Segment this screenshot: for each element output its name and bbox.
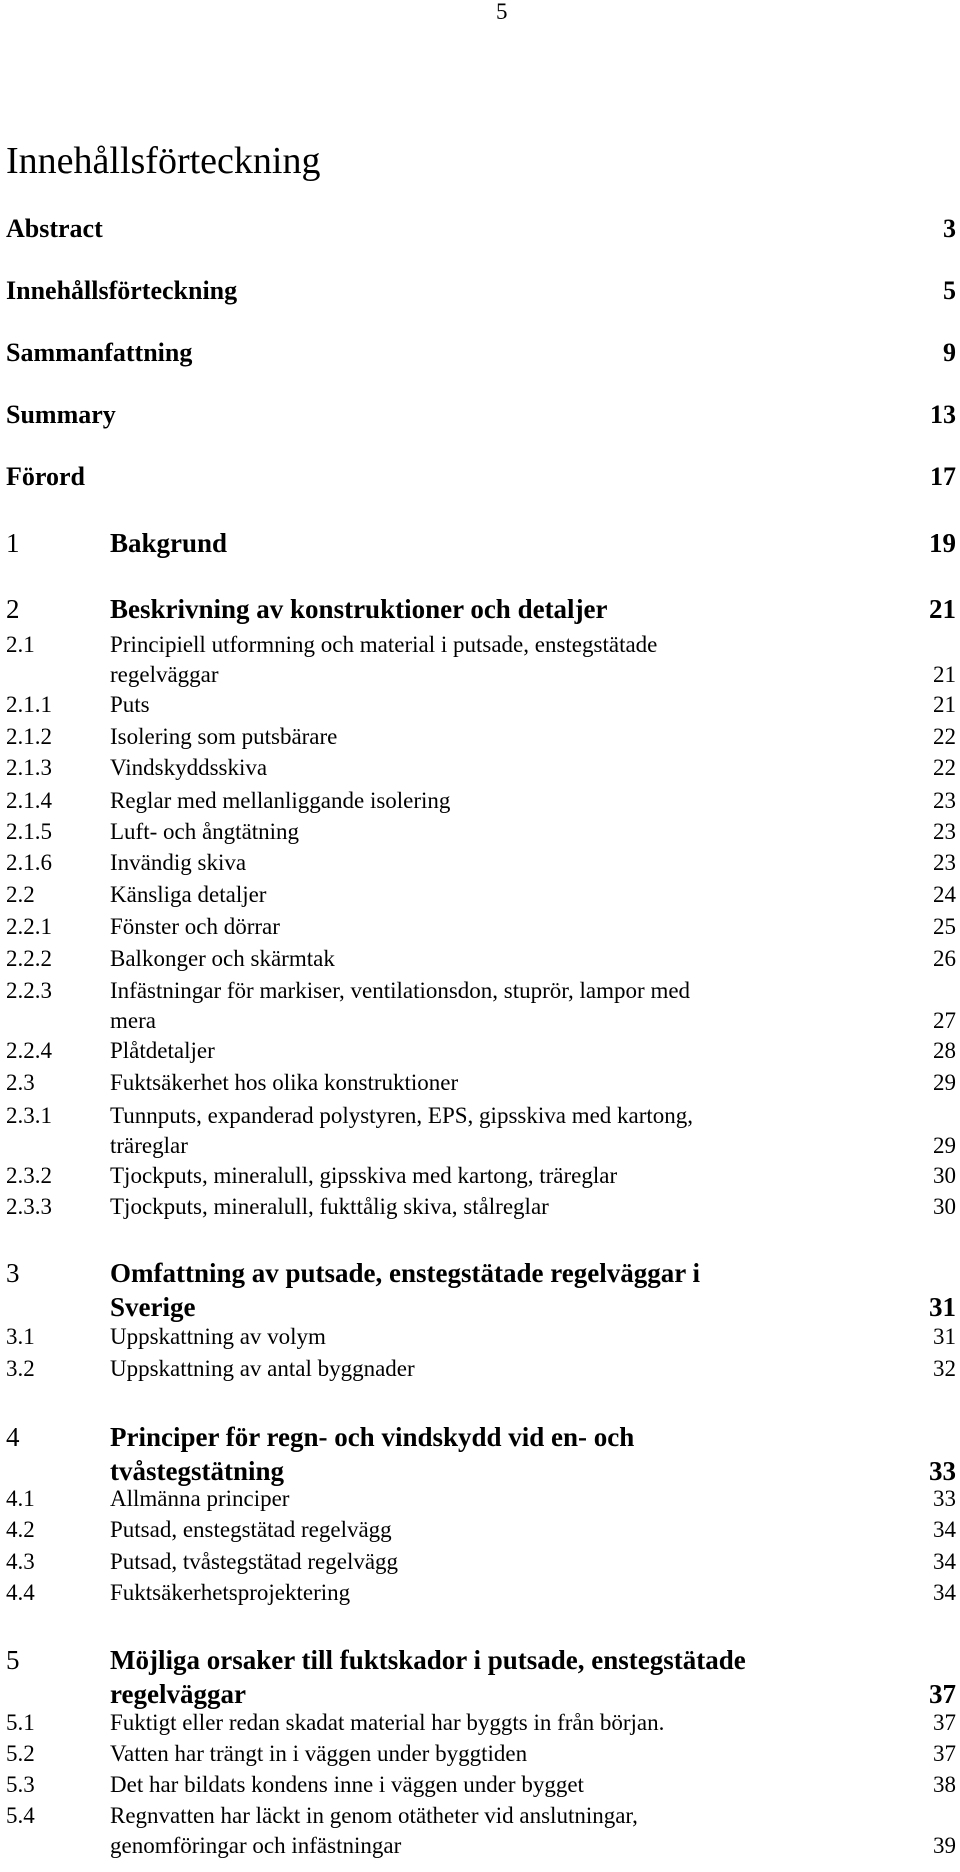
toc-entry-number: 5.3: [6, 1772, 35, 1797]
toc-entry-number: 4.2: [6, 1517, 35, 1542]
toc-entry-page: 33: [929, 1456, 956, 1486]
toc-entry-title-line: Vindskyddsskiva: [110, 755, 268, 780]
toc-entry-number: 2.3.1: [6, 1103, 52, 1128]
toc-entry-page: 19: [929, 528, 956, 558]
toc-entry-title: [110, 1770, 584, 1800]
toc-entry-page: 21: [929, 594, 956, 624]
toc-entry-page: 25: [933, 914, 956, 939]
toc-entry-page: 30: [933, 1163, 956, 1188]
toc-entry[interactable]: [0, 338, 960, 368]
toc-entry-number: 2.3.3: [6, 1194, 52, 1219]
toc-entry-page: 3: [943, 214, 956, 243]
toc-entry-title-line: Fuktsäkerhetsprojektering: [110, 1580, 351, 1605]
toc-entry-title-line: tvåstegstätning: [110, 1456, 284, 1486]
toc-entry-title-line: Tunnputs, expanderad polystyren, EPS, gipsskiva med kartong,: [110, 1103, 694, 1128]
toc-entry-title-line: Uppskattning av antal byggnader: [110, 1356, 415, 1381]
toc-entry-title: [110, 1578, 350, 1608]
toc-entry-title-line: träreglar: [110, 1133, 188, 1158]
toc-entry-title: [110, 1256, 700, 1324]
toc-entry-title-line: Putsad, enstegstätad regelvägg: [110, 1517, 392, 1542]
toc-entry-page: 34: [933, 1549, 956, 1574]
toc-entry-number: 2.2.3: [6, 978, 52, 1003]
toc-entry[interactable]: [0, 400, 960, 430]
toc-entry-page: 34: [933, 1580, 956, 1605]
toc-entry-title-line: Sverige: [110, 1292, 196, 1322]
toc-entry-title: [110, 1068, 458, 1098]
toc-entry-title-line: Luft- och ångtätning: [110, 819, 300, 844]
toc-entry-title: [110, 1801, 638, 1861]
toc-entry-title-line: Det har bildats kondens inne i väggen under bygget: [110, 1772, 584, 1797]
toc-entry-title: [110, 526, 227, 560]
toc-entry-number: 2.1.5: [6, 819, 52, 844]
toc-entry-title: [110, 1547, 398, 1577]
toc-entry-page: 34: [933, 1517, 956, 1542]
toc-entry-title-line: Bakgrund: [110, 528, 228, 558]
toc-entry[interactable]: [0, 276, 960, 306]
toc-entry-title-line: Isolering som putsbärare: [110, 724, 338, 749]
toc-entry-page: 23: [933, 788, 956, 813]
toc-entry-number: 5.4: [6, 1803, 35, 1828]
toc-entry-page: 38: [933, 1772, 956, 1797]
toc-entry-page: 23: [933, 850, 956, 875]
toc-entry-title: [110, 1322, 326, 1352]
toc-entry-title-line: mera: [110, 1008, 156, 1033]
toc-entry-title: Summary: [6, 400, 116, 429]
toc-entry-page: 22: [933, 755, 956, 780]
toc-entry-page: 27: [933, 1008, 956, 1033]
toc-entry-number: 2.2.2: [6, 946, 52, 971]
toc-entry-title-line: Omfattning av putsade, enstegstätade regelväggar i: [110, 1258, 700, 1288]
toc-entry-title-line: genomföringar och infästningar: [110, 1833, 402, 1858]
toc-entry-page: 13: [930, 400, 956, 429]
toc-entry-page: 28: [933, 1038, 956, 1063]
toc-entry-title: [110, 848, 246, 878]
toc-entry-number: 2.3: [6, 1070, 35, 1095]
toc-entry-page: 39: [933, 1833, 956, 1858]
toc-entry-number: 2.2: [6, 882, 35, 907]
toc-entry-title-line: Invändig skiva: [110, 850, 247, 875]
toc-entry-title: [110, 753, 267, 783]
toc-entry-number: 4.1: [6, 1486, 35, 1511]
toc-entry-page: 5: [943, 276, 956, 305]
toc-entry-title: [110, 1101, 693, 1161]
toc-entry-number: 4.3: [6, 1549, 35, 1574]
toc-entry-title-line: Reglar med mellanliggande isolering: [110, 788, 451, 813]
toc-entry-title: [110, 1192, 549, 1222]
toc-entry-page: 23: [933, 819, 956, 844]
toc-entry-number: 2.2.1: [6, 914, 52, 939]
toc-entry-title: [110, 1161, 617, 1191]
toc-entry-title-line: regelväggar: [110, 662, 219, 687]
toc-entry-title: [110, 817, 299, 847]
toc-entry-page: 24: [933, 882, 956, 907]
toc-entry-title: [110, 880, 266, 910]
toc-entry-number: 1: [6, 528, 20, 558]
toc-entry-number: 4: [6, 1422, 20, 1452]
toc-entry-title-line: Tjockputs, mineralull, gipsskiva med kartong, träreglar: [110, 1163, 618, 1188]
toc-entry-number: 2: [6, 594, 20, 624]
toc-entry-page: 31: [933, 1324, 956, 1349]
toc-entry-title: [110, 1739, 527, 1769]
toc-entry-title: [110, 912, 280, 942]
toc-entry-page: 37: [929, 1679, 956, 1709]
toc-entry-number: 2.1.4: [6, 788, 52, 813]
toc-entry-page: 37: [933, 1741, 956, 1766]
toc-entry-number: 5.2: [6, 1741, 35, 1766]
toc-entry-title-line: Plåtdetaljer: [110, 1038, 215, 1063]
toc-entry-title-line: Känsliga detaljer: [110, 882, 267, 907]
toc-entry-page: 21: [933, 662, 956, 687]
toc-entry-number: 2.3.2: [6, 1163, 52, 1188]
toc-entry-title: [110, 690, 150, 720]
toc-entry-title-line: Vatten har trängt in i väggen under byggtiden: [110, 1741, 528, 1766]
toc-entry-number: 5: [6, 1645, 20, 1675]
toc-entry-title-line: Principiell utformning och material i putsade, enstegstätade: [110, 632, 658, 657]
toc-entry-number: 2.1.2: [6, 724, 52, 749]
toc-entry-number: 5.1: [6, 1710, 35, 1735]
toc-entry-page: 22: [933, 724, 956, 749]
toc-entry-number: 3.1: [6, 1324, 35, 1349]
toc-entry-number: 2.1.3: [6, 755, 52, 780]
toc-entry-title-line: Beskrivning av konstruktioner och detaljer: [110, 594, 608, 624]
toc-entry-title-line: Principer för regn- och vindskydd vid en- och: [110, 1422, 635, 1452]
toc-entry[interactable]: [0, 462, 960, 492]
toc-entry-title: Förord: [6, 462, 85, 491]
toc-entry-number: 2.1.1: [6, 692, 52, 717]
toc-entry-number: 2.1.6: [6, 850, 52, 875]
toc-entry-number: 3.2: [6, 1356, 35, 1381]
toc-entry-title-line: Tjockputs, mineralull, fukttålig skiva, stålreglar: [110, 1194, 549, 1219]
toc-entry-page: 30: [933, 1194, 956, 1219]
toc-entry-title: [110, 1708, 664, 1738]
toc-entry-title-line: Uppskattning av volym: [110, 1324, 326, 1349]
page-title: Innehållsförteckning: [6, 140, 321, 182]
toc-entry-title-line: Infästningar för markiser, ventilationsdon, stuprör, lampor med: [110, 978, 691, 1003]
toc-entry-title-line: Regnvatten har läckt in genom otätheter vid anslutningar,: [110, 1803, 638, 1828]
toc-entry-number: 2.1: [6, 632, 35, 657]
toc-entry-title: [110, 1643, 746, 1711]
toc-entry-title: [110, 1036, 215, 1066]
toc-entry[interactable]: [0, 214, 960, 244]
toc-entry-page: 32: [933, 1356, 956, 1381]
toc-entry-title-line: Puts: [110, 692, 150, 717]
toc-entry-title-line: Allmänna principer: [110, 1486, 290, 1511]
toc-entry-page: 17: [930, 462, 956, 491]
toc-entry-number: 2.2.4: [6, 1038, 52, 1063]
toc-entry-title: [110, 592, 608, 626]
toc-entry-page: 26: [933, 946, 956, 971]
toc-entry-title: [110, 976, 690, 1036]
toc-entry-page: 31: [929, 1292, 956, 1322]
toc-entry-title: [110, 1484, 289, 1514]
toc-entry-title-line: Putsad, tvåstegstätad regelvägg: [110, 1549, 399, 1574]
toc-entry-title-line: regelväggar: [110, 1679, 246, 1709]
toc-entry-title-line: Fönster och dörrar: [110, 914, 280, 939]
toc-entry-title: [110, 1354, 415, 1384]
toc-entry-title: [110, 786, 450, 816]
toc-entry-title: [110, 944, 335, 974]
toc-entry-title-line: Fuktsäkerhet hos olika konstruktioner: [110, 1070, 459, 1095]
toc-entry-title: Sammanfattning: [6, 338, 193, 367]
toc-entry-page: 21: [933, 692, 956, 717]
toc-entry-number: 3: [6, 1258, 20, 1288]
toc-entry-page: 29: [933, 1070, 956, 1095]
toc-entry-title: Abstract: [6, 214, 103, 243]
toc-entry-page: 37: [933, 1710, 956, 1735]
page-number: 5: [496, 0, 508, 24]
toc-entry-title-line: Fuktigt eller redan skadat material har byggts in från början.: [110, 1710, 665, 1735]
toc-entry-page: 33: [933, 1486, 956, 1511]
toc-entry-title: [110, 1420, 634, 1488]
toc-entry-number: 4.4: [6, 1580, 35, 1605]
toc-entry-title: Innehållsförteckning: [6, 276, 238, 305]
toc-entry-page: 9: [943, 338, 956, 367]
toc-entry-title: [110, 722, 337, 752]
toc-entry-page: 29: [933, 1133, 956, 1158]
toc-entry-title-line: Möjliga orsaker till fuktskador i putsade, enstegstätade: [110, 1645, 746, 1675]
toc-entry-title: [110, 630, 657, 690]
toc-entry-title: [110, 1515, 392, 1545]
toc-entry-title-line: Balkonger och skärmtak: [110, 946, 335, 971]
